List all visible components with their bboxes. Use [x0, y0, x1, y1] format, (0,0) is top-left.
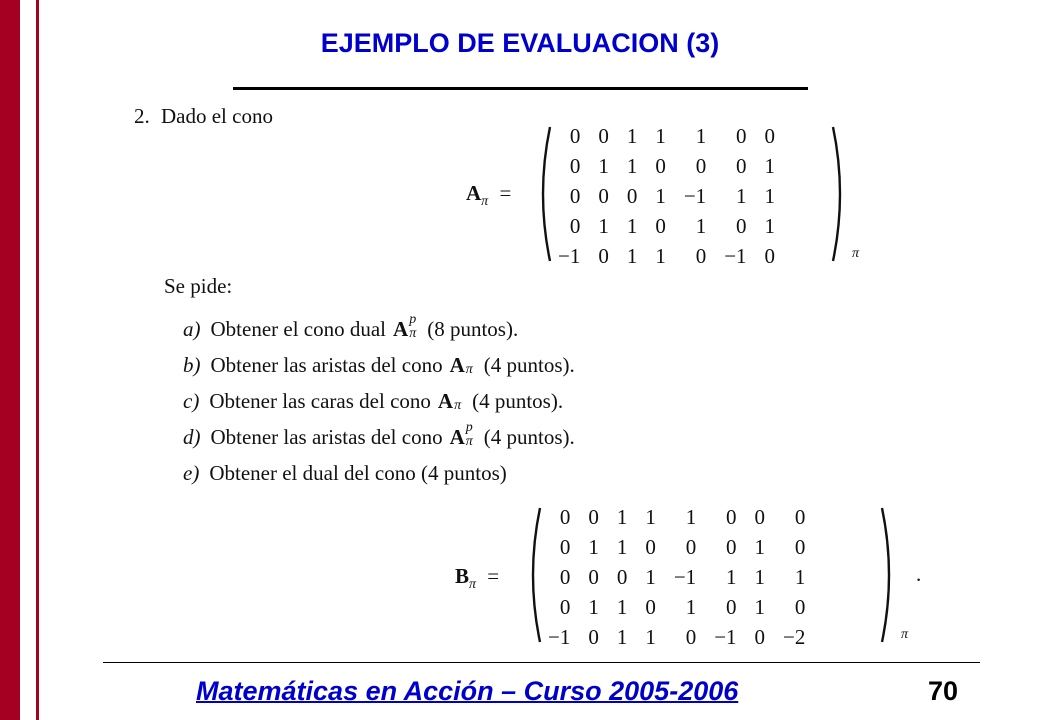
matrix-b-cell: 0 [754, 505, 766, 529]
task-item [183, 389, 563, 414]
matrix-a-cell: 1 [655, 244, 666, 268]
task-item-text: Obtener el dual del cono (4 puntos) [209, 461, 507, 485]
matrix-b-cell: 0 [726, 595, 737, 619]
slide-title: EJEMPLO DE EVALUACION (3) [320, 28, 720, 58]
task-item-subscript: π [409, 326, 417, 341]
task-item-text: Obtener las aristas del cono [210, 353, 443, 377]
matrix-a-cell: 0 [626, 184, 638, 208]
task-item-scripts [408, 312, 420, 341]
task-item-text: Obtener el cono dual [210, 317, 387, 341]
matrix-b-row [539, 532, 814, 562]
matrix-a-cell: −1 [724, 244, 747, 268]
matrix-a-cell: 0 [598, 124, 609, 148]
matrix-b-right-paren [879, 505, 899, 645]
matrix-a-cell: 1 [626, 124, 638, 148]
matrix-b-trailing-subscript: π [901, 627, 909, 642]
task-item [183, 420, 575, 450]
matrix-b-cell: 0 [726, 505, 737, 529]
matrix-b-row [539, 592, 814, 622]
matrix-a-label [466, 181, 511, 210]
matrix-b-cell: −1 [714, 625, 737, 649]
task-item-scripts [465, 420, 477, 449]
matrix-b-cell: 0 [559, 535, 571, 559]
task-item-text: Obtener las aristas del cono [210, 425, 443, 449]
matrix-a-cell: 1 [598, 154, 609, 178]
problem-intro-text: Dado el cono [161, 104, 273, 128]
task-item-subscript: π [465, 362, 473, 377]
matrix-b-row [539, 562, 814, 592]
matrix-b-cell: 1 [588, 595, 599, 619]
matrix-a-cell: 0 [569, 184, 581, 208]
matrix-b-cell: 0 [559, 505, 571, 529]
matrix-b-cell: 1 [754, 535, 766, 559]
matrix-a-symbol: A [466, 181, 482, 205]
matrix-b-cell: 1 [645, 625, 656, 649]
matrix-a-cell: 1 [764, 184, 776, 208]
footer-course-title: Matemáticas en Acción – Curso 2005-2006 [196, 676, 739, 706]
matrix-a-cell: 0 [598, 184, 609, 208]
task-item-superscript: p [409, 312, 417, 327]
task-item-scripts [453, 394, 465, 413]
matrix-b-cell: 1 [616, 625, 628, 649]
matrix-b-cell: 1 [616, 535, 628, 559]
matrix-b-label [455, 564, 499, 593]
task-item-letter: c) [183, 389, 200, 413]
task-item-superscript: p [465, 420, 473, 435]
matrix-a-row [549, 121, 784, 151]
matrix-b-cell: 0 [754, 625, 766, 649]
matrix-b-symbol: B [455, 564, 470, 588]
matrix-b-cell: 1 [685, 505, 697, 529]
task-item-subscript: π [465, 434, 473, 449]
task-item-letter: e) [183, 461, 200, 485]
matrix-b-cell: 1 [616, 595, 628, 619]
task-item-points: (8 puntos). [427, 317, 519, 341]
matrix-a-row [549, 151, 784, 181]
matrix-b-cell: 0 [645, 535, 656, 559]
task-item-subscript: π [454, 398, 462, 413]
matrix-a-cell: 1 [655, 124, 666, 148]
matrix-b-cell: 0 [794, 535, 806, 559]
matrix-b-cell: 1 [726, 565, 737, 589]
matrix-a-cell: 1 [655, 184, 666, 208]
matrix-b-cell: 0 [685, 625, 697, 649]
matrix-b-cell: 0 [685, 535, 697, 559]
task-item-text: Obtener las caras del cono [209, 389, 431, 413]
matrix-b-row [539, 622, 814, 652]
matrix-b-equals: = [487, 564, 500, 588]
matrix-a-cell: 0 [736, 124, 747, 148]
task-item [183, 353, 575, 378]
matrix-a-cell: 0 [695, 244, 707, 268]
matrix-a-row [549, 211, 784, 241]
matrix-b-table [539, 502, 814, 652]
matrix-a-row [549, 241, 784, 271]
matrix-a-cell: 0 [764, 124, 776, 148]
matrix-b-cell: 0 [794, 505, 806, 529]
matrix-b-row [539, 502, 814, 532]
problem-intro [134, 104, 273, 129]
matrix-a-subscript: π [481, 194, 489, 209]
matrix-b-cell: 1 [754, 595, 766, 619]
matrix-b-cell: 0 [726, 535, 737, 559]
task-item-letter: d) [183, 425, 201, 449]
matrix-a-equals: = [499, 181, 512, 205]
matrix-a-cell: 0 [736, 214, 747, 238]
matrix-a-cell: 1 [764, 214, 776, 238]
task-item-scripts [465, 358, 477, 377]
matrix-a-table [549, 121, 784, 271]
matrix-a-cell: −1 [683, 184, 707, 208]
task-item-points: (4 puntos). [472, 389, 564, 413]
matrix-a-cell: −1 [558, 244, 581, 268]
matrix-a-cell: 0 [569, 154, 581, 178]
matrix-b-cell: −1 [673, 565, 697, 589]
task-item [183, 461, 507, 486]
matrix-a-cell: 1 [736, 184, 747, 208]
matrix-a-cell: 1 [764, 154, 776, 178]
matrix-a-cell: 0 [569, 124, 581, 148]
matrix-b-trailing-period: . [916, 562, 922, 586]
task-item-symbol: A [449, 353, 465, 377]
task-item [183, 312, 519, 342]
matrix-b-cell: 0 [559, 595, 571, 619]
matrix-a-cell: 1 [626, 214, 638, 238]
matrix-b-cell: 1 [645, 505, 656, 529]
matrix-b-cell: 0 [588, 505, 599, 529]
matrix-a [549, 121, 784, 271]
matrix-a-cell: 1 [626, 244, 638, 268]
matrix-b-cell: 0 [616, 565, 628, 589]
matrix-b-cell: −2 [783, 625, 806, 649]
se-pide-label: Se pide: [164, 274, 233, 298]
matrix-b-cell: 1 [616, 505, 628, 529]
matrix-b-cell: 0 [794, 595, 806, 619]
task-item-letter: b) [183, 353, 201, 377]
matrix-b-cell: 1 [685, 595, 697, 619]
task-item-symbol: A [437, 389, 454, 413]
page-number: 70 [928, 676, 959, 706]
matrix-a-cell: 1 [695, 214, 707, 238]
matrix-b-cell: 0 [559, 565, 571, 589]
matrix-b [539, 502, 814, 652]
matrix-b-cell: 0 [588, 625, 599, 649]
left-band-gap [20, 0, 36, 720]
matrix-a-cell: 0 [736, 154, 747, 178]
matrix-b-cell: 1 [588, 535, 599, 559]
matrix-a-cell: 1 [695, 124, 707, 148]
task-item-points: (4 puntos). [483, 353, 575, 377]
footer-rule [103, 662, 980, 663]
matrix-a-cell: 0 [655, 154, 666, 178]
matrix-a-cell: 1 [598, 214, 609, 238]
matrix-a-cell: 0 [695, 154, 707, 178]
matrix-a-cell: 0 [764, 244, 776, 268]
matrix-a-cell: 0 [598, 244, 609, 268]
task-item-symbol: A [449, 425, 465, 449]
matrix-b-cell: 1 [754, 565, 766, 589]
task-item-letter: a) [183, 317, 201, 341]
left-thin-red-line [36, 0, 39, 720]
matrix-a-cell: 0 [569, 214, 581, 238]
matrix-a-cell: 1 [626, 154, 638, 178]
matrix-b-cell: 0 [645, 595, 656, 619]
problem-number: 2. [134, 104, 150, 128]
task-item-symbol: A [393, 317, 409, 341]
matrix-b-cell: 0 [588, 565, 599, 589]
title-underline-rule [233, 87, 808, 90]
matrix-b-cell: −1 [548, 625, 571, 649]
task-item-points: (4 puntos). [483, 425, 575, 449]
matrix-a-row [549, 181, 784, 211]
matrix-a-right-paren [830, 124, 850, 264]
left-red-band [0, 0, 20, 720]
matrix-b-subscript: π [469, 577, 477, 592]
matrix-b-cell: 1 [645, 565, 656, 589]
matrix-a-trailing-subscript: π [852, 246, 860, 261]
matrix-b-cell: 1 [794, 565, 806, 589]
matrix-a-cell: 0 [655, 214, 666, 238]
